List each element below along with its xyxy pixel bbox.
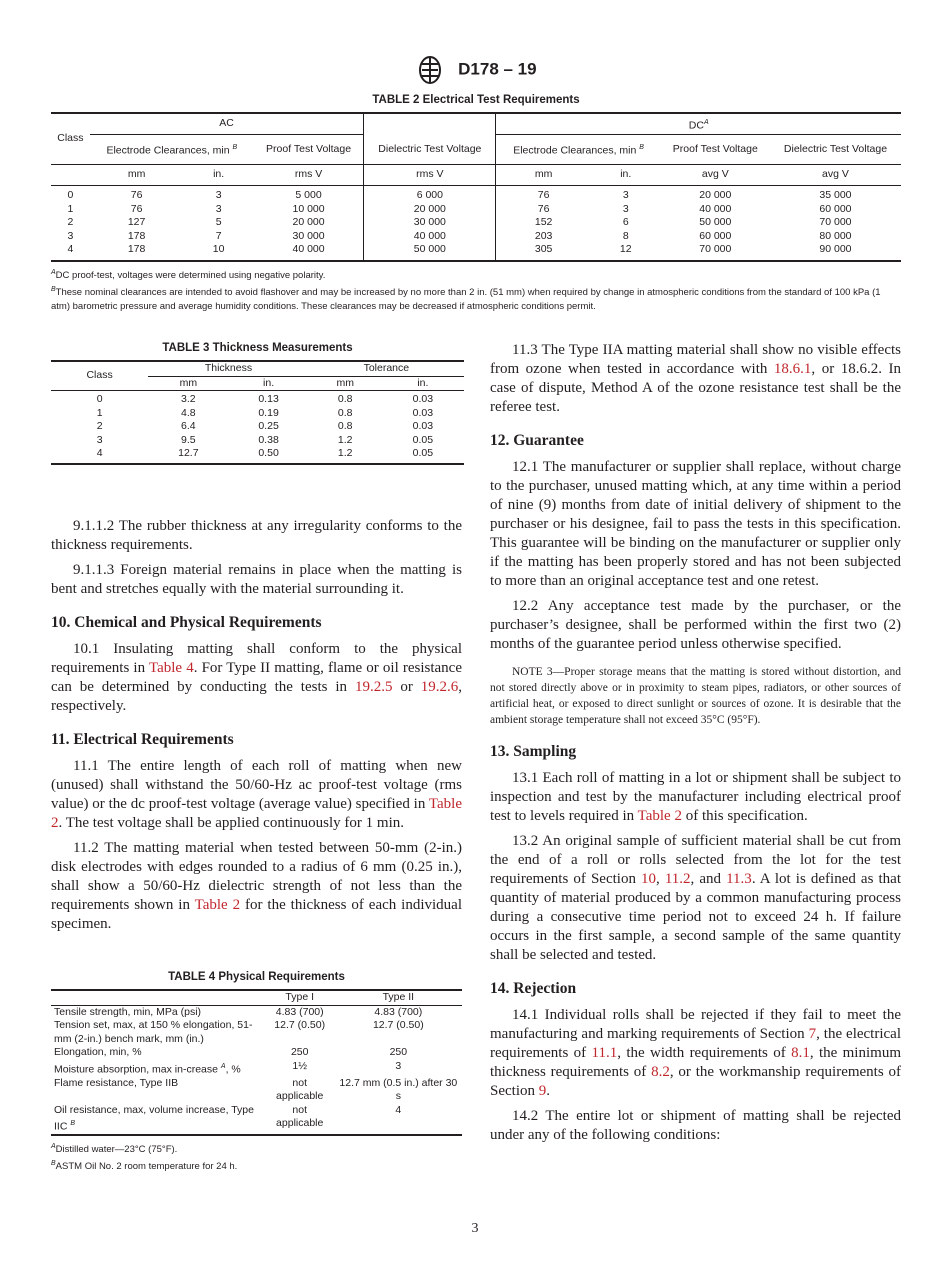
- astm-logo-icon: [413, 56, 447, 84]
- table-cell: 0.8: [337, 393, 353, 405]
- text-run: 13.1 Each roll of matting in a lot or shipment shall be subject to inspection and test by the manufacturer including electrical proof test to levels required in: [490, 770, 901, 824]
- text-run: . The test voltage shall be applied continuously for 1 min.: [58, 815, 404, 831]
- col-header: Type II: [382, 991, 415, 1003]
- footnote-text: These nominal clearances are intended to avoid flashover and may be increased by no more than 2 in. (51 mm) when required by change in atmospheric conditions from the standard of 100 kPa (1 atm) barometric pressure and average humidity conditions. These clearances may be decreased if atmospheric conditions permit.: [51, 286, 881, 312]
- table-row: [51, 1104, 462, 1136]
- unit-header: in.: [228, 376, 308, 391]
- section-heading: [490, 742, 901, 761]
- paragraph: [490, 597, 901, 654]
- table-cell: 40 000: [699, 202, 732, 215]
- table-cell: 3.2: [181, 393, 196, 405]
- row-label-text: Elongation, min, %: [54, 1046, 142, 1058]
- table-cell: 9.5: [181, 433, 196, 446]
- table-row: [51, 391, 464, 407]
- table-cell: 10 000: [292, 202, 325, 215]
- table-row: [51, 1077, 462, 1104]
- table-row: [51, 243, 901, 261]
- footnote: [51, 1140, 462, 1157]
- col-header: $DC^A$: [496, 113, 901, 135]
- table-cell: 4: [67, 243, 74, 255]
- table-cell: 20 000: [364, 203, 496, 217]
- paragraph: [490, 1006, 901, 1101]
- cross-reference-link[interactable]: Table 2: [194, 897, 241, 913]
- row-label: [51, 1077, 265, 1104]
- text-run: , respectively.: [51, 679, 462, 714]
- col-header: AC: [90, 113, 364, 135]
- table-row: [51, 230, 901, 244]
- paragraph: [490, 769, 901, 826]
- text-run: . For Type II matting, flame or oil resistance can be determined by conducting the tests in: [51, 660, 462, 695]
- cross-reference-link[interactable]: Table 2: [637, 808, 682, 824]
- cross-reference-link[interactable]: 8.1: [791, 1045, 810, 1061]
- table-cell: 80 000: [819, 229, 852, 242]
- table-cell: 0.13: [258, 393, 279, 405]
- table-row: [51, 203, 901, 217]
- table-row: [51, 447, 464, 464]
- designation: D178 – 19: [458, 59, 537, 79]
- footnote-mark: A: [51, 268, 56, 276]
- footnote-text: Distilled water—23°C (75°F).: [55, 1144, 178, 1156]
- table-3: [51, 342, 464, 465]
- cross-reference-link[interactable]: 9: [538, 1083, 547, 1099]
- cross-reference-link[interactable]: Table 2: [51, 796, 462, 831]
- table-cell: 0.19: [258, 406, 279, 419]
- table-caption: TABLE 4 Physical Requirements: [168, 971, 345, 983]
- table-cell: 60 000: [699, 229, 732, 242]
- type-ii-value: 3: [395, 1059, 402, 1072]
- row-label-text: Moisture absorption, max in-crease: [54, 1063, 218, 1075]
- type-i-value: 12.7 (0.50): [274, 1019, 326, 1031]
- table-cell: 0.38: [258, 433, 279, 446]
- table-cell: 35 000: [819, 189, 852, 201]
- text-run: .: [546, 1083, 550, 1099]
- table-cell: 3: [215, 202, 222, 215]
- unit-header: in.: [591, 165, 661, 186]
- table-cell: 0.25: [258, 420, 279, 432]
- table-cell: 127: [127, 216, 146, 228]
- type-i-value: not applicable: [276, 1103, 324, 1129]
- type-ii-value: 250: [389, 1046, 408, 1058]
- cross-reference-link[interactable]: 10: [641, 871, 657, 887]
- text-run: 14.1 Individual rolls shall be rejected if they fail to meet the manufacturing and marking requirements of Section: [490, 1007, 901, 1042]
- table-cell: 4.8: [181, 406, 196, 419]
- col-header: Proof Test Voltage: [266, 142, 352, 155]
- unit-header: avg V: [770, 165, 901, 186]
- table-cell: 6: [622, 216, 629, 228]
- table-cell: 0: [67, 189, 74, 201]
- row-label: [51, 1005, 265, 1019]
- table-cell: 152: [534, 216, 553, 228]
- table-cell: 305: [534, 243, 553, 255]
- footnote-mark: A: [51, 1143, 56, 1150]
- table-cell: 3: [622, 189, 629, 201]
- table-row: [51, 407, 464, 421]
- text-run: 12.1 The manufacturer or supplier shall replace, without charge to the purchaser, unused matting which, at any time within a period of nine (9) months from date of initial delivery of shipment to the purchaser or his designee, fail to pass the tests in this specification. This guarantee will be binding on the manufacturer or supplier only if the matting has been properly stored and has not been subjected to more than an original acceptance test and one retest.: [490, 459, 901, 589]
- table-cell: 1: [67, 202, 74, 215]
- unit-header: in.: [382, 376, 464, 391]
- text-run: 14. Rejection: [490, 980, 577, 997]
- unit-header: avg V: [661, 165, 770, 186]
- table-cell: 76: [130, 202, 143, 215]
- table-cell: 7: [215, 229, 222, 242]
- type-ii-value: 12.7 mm (0.5 in.) after 30 s: [339, 1076, 458, 1102]
- cross-reference-link[interactable]: 18.6.1: [773, 361, 812, 377]
- table-cell: 30 000: [292, 229, 325, 242]
- table-cell: 76: [537, 202, 550, 215]
- unit-header: rms V: [254, 165, 364, 186]
- text-run: 12.2 Any acceptance test made by the purchaser, or the purchaser’s designee, shall be performed within the first two (2) months of the guarantee period unless otherwise specified.: [490, 598, 901, 652]
- table-cell: 1.2: [337, 433, 353, 446]
- type-i-value: 250: [290, 1046, 309, 1058]
- text-run: for the thickness of each individual specimen.: [51, 897, 462, 932]
- table-cell: 3: [622, 202, 629, 215]
- table-4: [51, 971, 462, 1174]
- table-cell: 30 000: [364, 216, 496, 230]
- section-heading: [490, 979, 901, 998]
- table-cell: 10: [212, 243, 225, 255]
- col-header: Proof Test Voltage: [672, 142, 758, 155]
- row-label-text: , %: [225, 1063, 241, 1075]
- table-cell: 20 000: [292, 216, 325, 228]
- table-cell: 76: [130, 189, 143, 201]
- type-ii-value: 4: [395, 1103, 402, 1116]
- text-run: , or 18.6.2. In case of dispute, Method A of the ozone resistance test shall be the referee test.: [490, 361, 901, 415]
- unit-header: mm: [496, 165, 591, 186]
- col-header: Thickness: [148, 361, 308, 376]
- col-header: Dielectric Test Voltage: [783, 142, 888, 155]
- table-row: [51, 1046, 462, 1060]
- paragraph: [51, 839, 462, 934]
- table-footnotes: [51, 1140, 462, 1174]
- table-cell: 5 000: [295, 189, 322, 201]
- table-cell: 40 000: [364, 230, 496, 244]
- text-run: NOTE 3—Proper storage means that the matting is stored without distortion, and not stored directly above or in proximity to steam pipes, radiators, or other sources of artificial heat, or exposed to direct sunlight or sources of ozone. It is desirable that the ambient storage temperature shall not exceed 35°C (95°F).: [490, 666, 901, 726]
- cross-reference-link[interactable]: 11.2: [664, 871, 691, 887]
- unit-header: mm: [309, 376, 382, 391]
- cross-reference-link[interactable]: 11.1: [591, 1045, 618, 1061]
- type-i-value: 4.83 (700): [275, 1005, 324, 1018]
- col-header: Electrode Clearances, min $^B$: [106, 144, 238, 157]
- row-label: [51, 1046, 265, 1060]
- table-row: [51, 434, 464, 448]
- table-cell: 50 000: [699, 216, 732, 228]
- table-cell: 90 000: [819, 243, 852, 255]
- table-cell: 60 000: [819, 202, 852, 215]
- table-cell: 40 000: [292, 243, 325, 255]
- table-cell: 178: [127, 243, 146, 255]
- table-cell: 70 000: [819, 216, 852, 228]
- paragraph: [51, 561, 462, 599]
- table-cell: 3: [96, 433, 103, 446]
- table-cell: 12: [619, 243, 632, 255]
- row-label-text: Tensile strength, min, MPa (psi): [54, 1005, 202, 1018]
- note-paragraph: [490, 664, 901, 728]
- left-column: [51, 517, 462, 940]
- unit-header: mm: [148, 376, 228, 391]
- table-cell: 8: [622, 229, 629, 242]
- text-run: 13. Sampling: [490, 743, 577, 760]
- unit-header: rms V: [364, 165, 496, 186]
- section-heading: [490, 431, 901, 450]
- table-row: [51, 420, 464, 434]
- text-run: , or the workmanship requirements of Section: [490, 1064, 902, 1099]
- right-column: [490, 341, 901, 1151]
- text-run: 10. Chemical and Physical Requirements: [51, 614, 322, 631]
- footnote-mark: B: [51, 1160, 56, 1168]
- row-label-text: Oil resistance, max, volume increase, Type IIC: [54, 1103, 254, 1133]
- table-cell: 3: [215, 189, 222, 201]
- table-cell: 0: [96, 393, 103, 405]
- table-cell: 2: [96, 420, 103, 432]
- paragraph: [51, 517, 462, 555]
- page-number: 3: [471, 1221, 479, 1236]
- table-cell: 0.50: [258, 447, 279, 459]
- table-cell: 76: [537, 189, 550, 201]
- section-heading: [51, 730, 462, 749]
- page-header: [0, 56, 950, 84]
- cross-reference-link[interactable]: 19.2.5: [354, 679, 393, 695]
- table-cell: 1: [96, 406, 103, 419]
- text-run: 12. Guarantee: [490, 432, 584, 449]
- cross-reference-link[interactable]: 19.2.6: [420, 679, 459, 695]
- section-heading: [51, 613, 462, 632]
- footnote-mark: B: [51, 285, 56, 293]
- paragraph: [51, 640, 462, 716]
- table-cell: 0.05: [412, 433, 434, 446]
- cross-reference-link[interactable]: 11.3: [726, 871, 752, 887]
- footnote-text: ASTM Oil No. 2 room temperature for 24 h.: [55, 1161, 238, 1173]
- type-ii-value: 12.7 (0.50): [372, 1019, 424, 1031]
- table-cell: 6 000: [364, 186, 496, 203]
- text-run: 14.2 The entire lot or shipment of matting shall be rejected under any of the following conditions:: [490, 1108, 901, 1143]
- text-run: ,: [656, 871, 665, 887]
- table-cell: 1.2: [337, 447, 353, 459]
- text-run: , and: [690, 871, 727, 887]
- table-cell: 4: [96, 447, 103, 459]
- table-cell: 203: [534, 229, 553, 242]
- row-label: [51, 1104, 265, 1136]
- footnote: [51, 283, 901, 314]
- table-footnotes: [51, 266, 901, 314]
- text-run: 11. Electrical Requirements: [51, 731, 234, 748]
- table-cell: 0.03: [412, 393, 434, 405]
- col-header: Class: [51, 361, 148, 391]
- footnote: [51, 266, 901, 283]
- text-run: , the width requirements of: [617, 1045, 792, 1061]
- text-run: , the minimum thickness requirements of: [490, 1045, 901, 1080]
- col-header: Dielectric Test Voltage: [364, 135, 496, 165]
- table-cell: 12.7: [178, 447, 199, 459]
- table-row: [51, 186, 901, 203]
- table-cell: 0.8: [337, 406, 353, 419]
- type-i-value: 1½: [292, 1059, 307, 1072]
- text-run: or: [392, 679, 421, 695]
- table-row: [51, 1005, 462, 1019]
- text-run: 13.2 An original sample of sufficient material shall be cut from the end of a roll or rolls selected from the lot for the test requirements of Section: [490, 833, 901, 887]
- footnote-text: DC proof-test, voltages were determined using negative polarity.: [55, 269, 326, 281]
- type-ii-value: 4.83 (700): [374, 1005, 423, 1018]
- row-label-text: Flame resistance, Type IIB: [54, 1076, 179, 1089]
- text-run: 11.1 The entire length of each roll of matting when new (unused) shall withstand the 50/60-Hz ac proof-test voltage (rms value) or the dc proof-test voltage (average value) specified in: [51, 758, 462, 812]
- footnote-ref: A: [220, 1062, 226, 1070]
- table-caption: TABLE 2 Electrical Test Requirements: [372, 94, 580, 106]
- footnote: [51, 1157, 462, 1174]
- unit-header: in.: [183, 165, 253, 186]
- text-run: . A lot is defined as that quantity of material produced by a common manufacturing process during a consecutive time period not to exceed 24 h. If failure occurs in the first sample, a second sample of the same quantity shall be selected and tested.: [490, 871, 901, 963]
- table-cell: 5: [215, 216, 222, 228]
- table-cell: 70 000: [699, 243, 732, 255]
- table-cell: 0.8: [337, 420, 353, 432]
- table-row: [51, 1019, 462, 1046]
- footnote-ref: B: [70, 1120, 76, 1127]
- table-row: [51, 216, 901, 230]
- col-header: Type I: [285, 991, 314, 1003]
- table-cell: 178: [127, 229, 146, 242]
- paragraph: [490, 458, 901, 591]
- table-cell: 0.05: [412, 447, 434, 459]
- col-header: Tolerance: [309, 361, 464, 376]
- table-cell: 6.4: [181, 420, 196, 432]
- col-header: Electrode Clearances, min $^B$: [513, 144, 644, 157]
- table-cell: 50 000: [364, 243, 496, 261]
- paragraph: [51, 757, 462, 833]
- cross-reference-link[interactable]: 7: [808, 1026, 817, 1042]
- table-cell: 0.03: [412, 420, 434, 432]
- text-run: 9.1.1.3 Foreign material remains in place when the matting is bent and stretches equally with the material surrounding it.: [51, 562, 462, 597]
- paragraph: [490, 1107, 901, 1145]
- cross-reference-link[interactable]: 8.2: [651, 1064, 670, 1080]
- row-label: [51, 1019, 265, 1046]
- text-run: 11.3 The Type IIA matting material shall show no visible effects from ozone when tested in accordance with: [490, 342, 901, 377]
- table-cell: 20 000: [699, 189, 732, 201]
- table-cell: 0.03: [412, 406, 434, 419]
- table-cell: 2: [67, 216, 74, 228]
- text-run: 10.1 Insulating matting shall conform to the physical requirements in: [51, 641, 462, 676]
- row-label: [51, 1060, 265, 1077]
- table-2: [51, 94, 901, 314]
- text-run: 9.1.1.2 The rubber thickness at any irregularity conforms to the thickness requirements.: [51, 518, 462, 553]
- unit-header: mm: [90, 165, 184, 186]
- type-i-value: not applicable: [276, 1076, 324, 1102]
- text-run: , the electrical requirements of: [490, 1026, 901, 1061]
- text-run: of this specification.: [681, 808, 808, 824]
- table-caption: TABLE 3 Thickness Measurements: [162, 342, 353, 354]
- paragraph: [490, 832, 901, 965]
- paragraph: [490, 341, 901, 417]
- table-cell: 3: [67, 229, 74, 242]
- cross-reference-link[interactable]: Table 4: [148, 660, 194, 676]
- col-header: Class: [57, 132, 84, 145]
- table-row: [51, 1060, 462, 1077]
- row-label-text: Tension set, max, at 150 % elongation, 51-mm (2-in.) bench mark, mm (in.): [54, 1019, 253, 1045]
- text-run: 11.2 The matting material when tested between 50-mm (2-in.) disk electrodes with edges rounded to a radius of 6 mm (0.25 in.), shall show a 50/60-Hz dielectric strength of not less than the requirements shown in: [51, 840, 462, 913]
